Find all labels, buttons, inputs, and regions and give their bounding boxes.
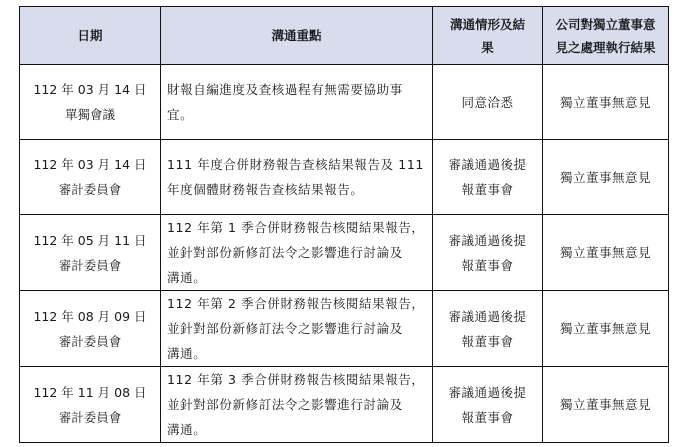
result-cell [433,367,543,443]
focus-line: 年度個體財務報告查核結果報告。 [167,182,364,197]
meeting-type: 審計委員會 [58,257,122,273]
date-text: 112 年 03 月 14 日 [33,82,147,97]
header-response-line2: 見之處理執行結果 [555,39,656,55]
response-cell [543,65,669,140]
table-row [20,65,669,140]
focus-cell [161,291,433,367]
date-text: 112 年 05 月 11 日 [33,232,147,248]
result-line: 報董事會 [461,333,514,349]
focus-line: 溝通。 [167,346,207,361]
focus-line: 112 年第 3 季合併財務報告核閱結果報告， [167,372,425,387]
result-cell [433,215,543,291]
header-focus: 溝通重點 [161,7,433,65]
table-header [20,7,669,65]
response-text: 獨立董事無意見 [559,321,651,336]
focus-cell [161,140,433,215]
header-result-line2: 果 [481,39,494,55]
table-body [20,65,669,443]
focus-line: 並針對部份新修訂法令之影響進行討論及 [167,321,403,336]
result-line: 審議通過後提 [448,384,527,400]
table-row [20,215,669,291]
result-cell [433,65,543,140]
focus-line: 並針對部份新修訂法令之影響進行討論及 [167,245,403,260]
focus-line: 溝通。 [167,422,207,437]
communication-table [19,6,669,443]
response-text: 獨立董事無意見 [559,94,651,110]
date-cell [20,367,161,443]
meeting-type: 審計委員會 [58,333,122,349]
header-result-line1: 溝通情形及結 [449,16,525,32]
focus-cell [161,215,433,291]
date-cell [20,291,161,367]
result-line: 同意洽悉 [461,94,514,110]
date-text: 112 年 03 月 14 日 [33,157,147,172]
date-cell [20,215,161,291]
header-date: 日期 [20,7,161,65]
focus-line: 112 年第 1 季合併財務報告核閱結果報告， [167,220,425,235]
header-response [543,7,669,65]
header-result [433,7,543,65]
response-cell [543,291,669,367]
result-line: 報董事會 [461,182,514,197]
header-row [20,7,669,65]
focus-line: 溝通。 [167,270,207,285]
meeting-type: 審計委員會 [58,182,122,197]
result-cell [433,140,543,215]
response-text: 獨立董事無意見 [559,245,651,260]
focus-cell [161,367,433,443]
result-line: 報董事會 [461,409,514,425]
focus-line: 宜。 [167,107,194,122]
response-cell [543,215,669,291]
result-line: 審議通過後提 [448,157,527,172]
focus-line: 財報自編進度及查核過程有無需要協助事 [167,82,403,97]
focus-line: 112 年第 2 季合併財務報告核閱結果報告， [167,296,425,311]
table-row [20,367,669,443]
response-text: 獨立董事無意見 [559,169,651,185]
result-cell [433,291,543,367]
meeting-type: 審計委員會 [58,409,122,425]
result-line: 審議通過後提 [448,308,527,324]
header-response-line1: 公司對獨立董事意 [555,16,656,32]
meeting-type: 單獨會議 [64,107,115,122]
focus-line: 並針對部份新修訂法令之影響進行討論及 [167,397,403,412]
table-row [20,140,669,215]
date-text: 112 年 11 月 08 日 [33,384,147,400]
focus-cell [161,65,433,140]
focus-line: 111 年度合併財務報告查核結果報告及 111 [167,157,424,172]
response-cell [543,367,669,443]
result-line: 報董事會 [461,257,514,273]
date-text: 112 年 08 月 09 日 [33,308,147,324]
table-row [20,291,669,367]
date-cell [20,140,161,215]
response-text: 獨立董事無意見 [559,397,651,412]
response-cell [543,140,669,215]
result-line: 審議通過後提 [448,232,527,248]
date-cell [20,65,161,140]
